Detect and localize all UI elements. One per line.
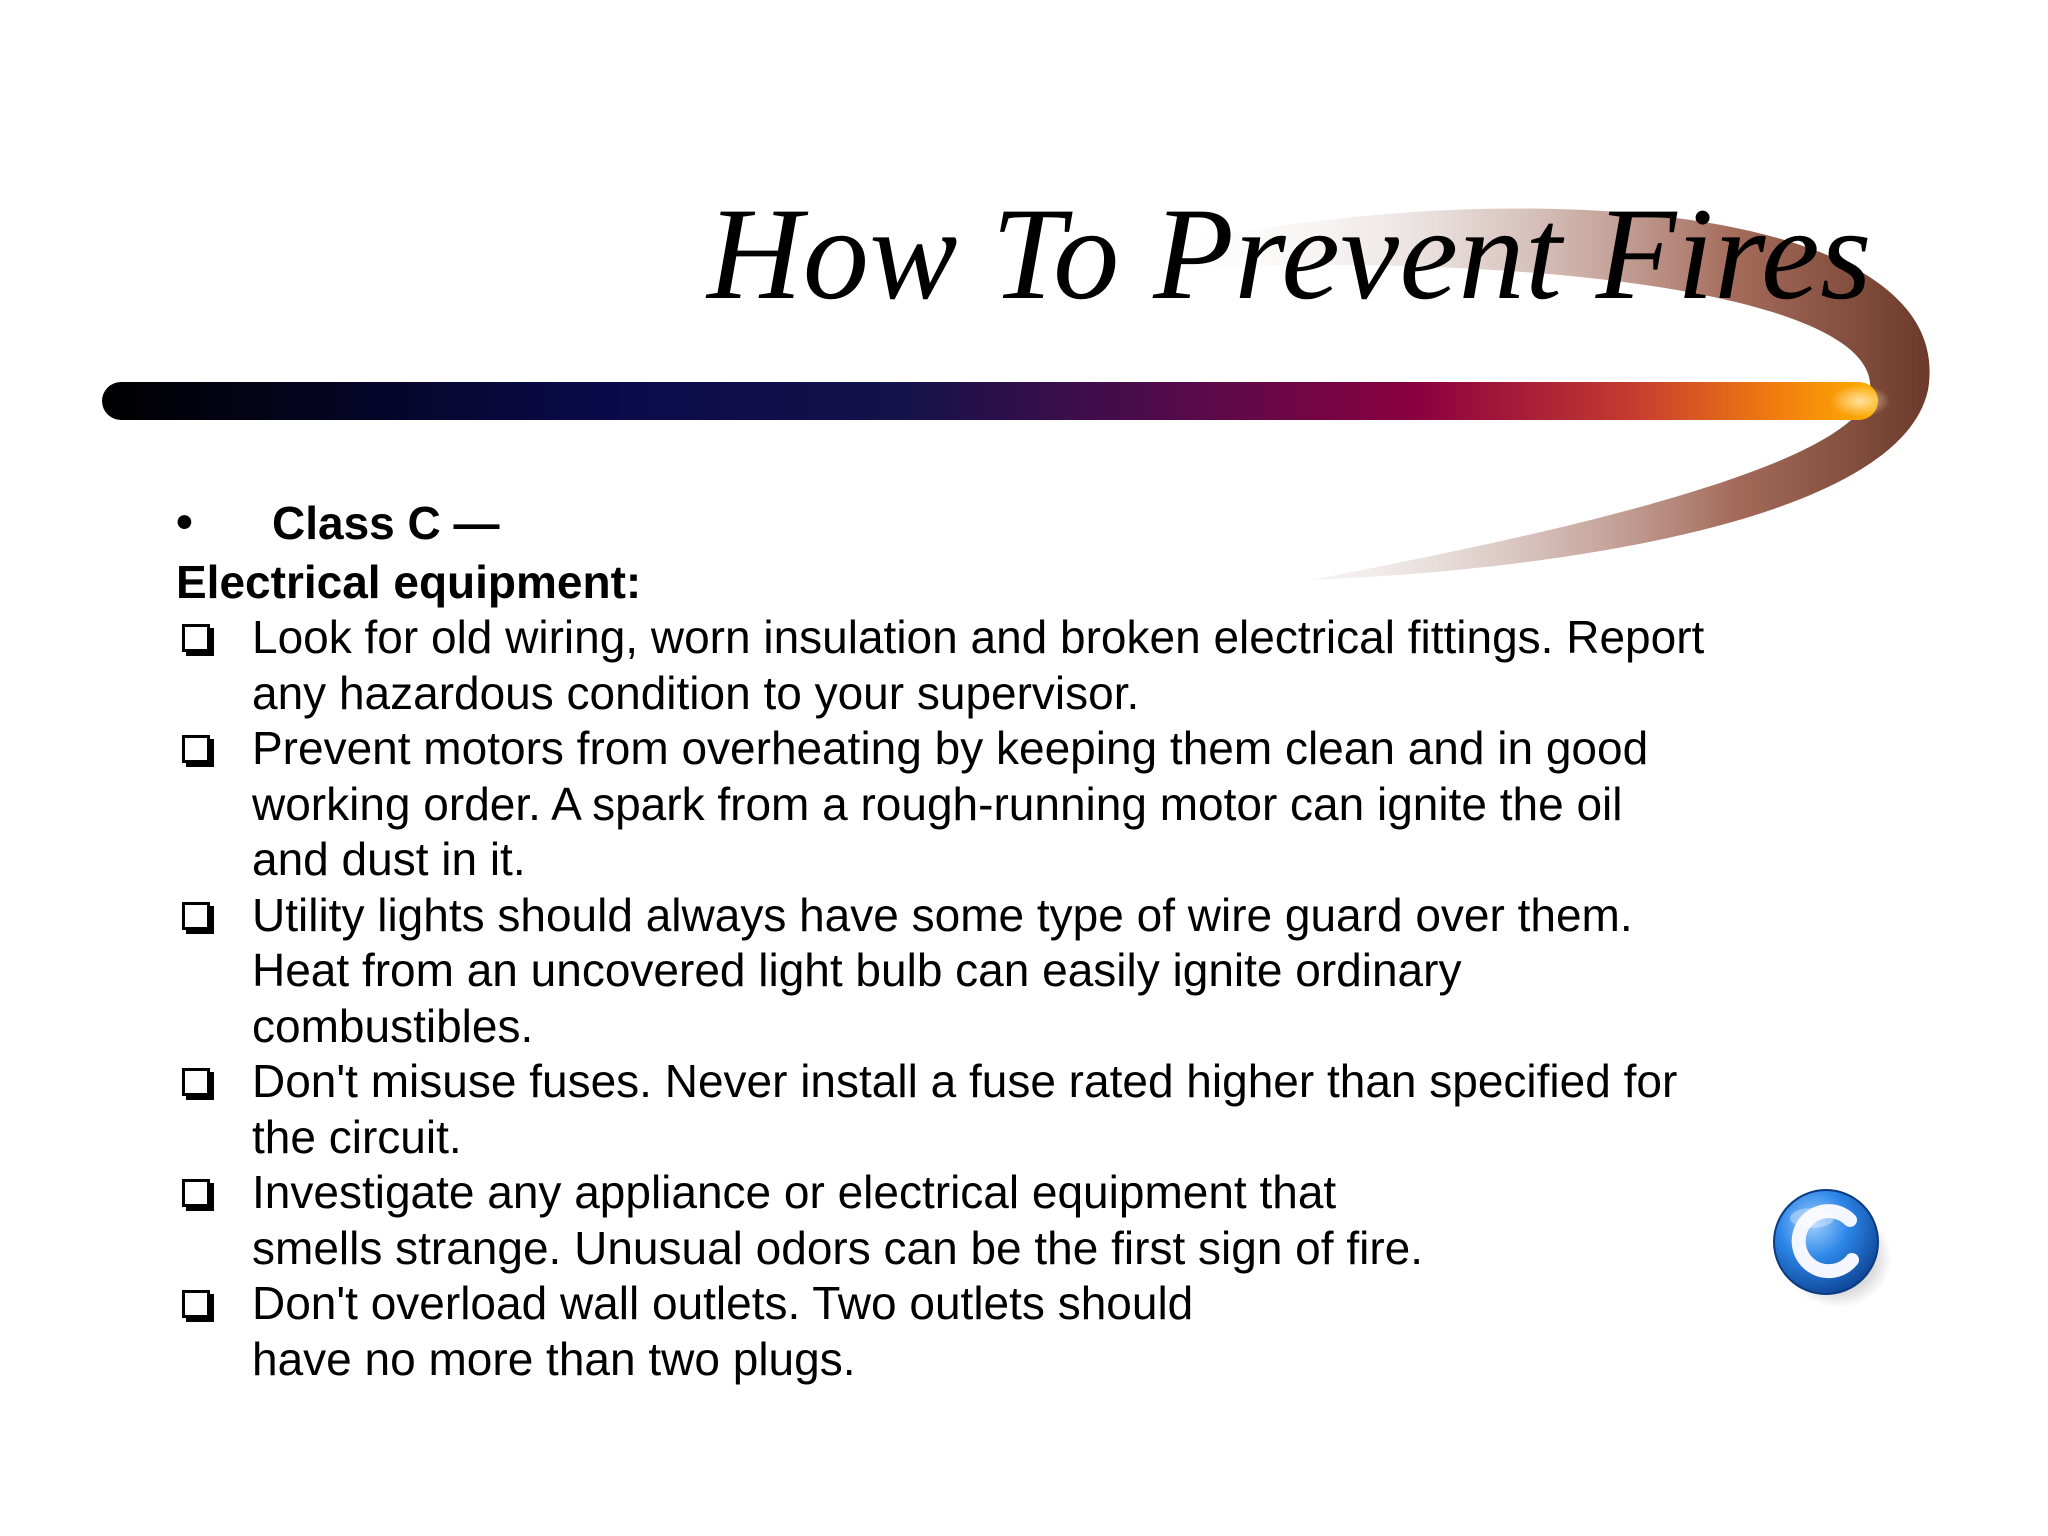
list-item (176, 1276, 1896, 1387)
list-item-line: any hazardous condition to your supervisor. (252, 666, 1140, 719)
list-item-line: Don't misuse fuses. Never install a fuse rated higher than specified for (252, 1055, 1678, 1107)
list-item-line: Investigate any appliance or electrical equipment that (252, 1166, 1337, 1218)
circular-arrow-c-icon (1762, 1178, 1894, 1310)
list-item-line: Prevent motors from overheating by keeping them clean and in good (252, 722, 1649, 774)
list-item-line: and dust in it. (252, 833, 526, 885)
list-item (176, 1054, 1896, 1165)
list-item-line: working order. A spark from a rough-running motor can ignite the oil (252, 777, 1623, 830)
horizontal-gradient-bar (102, 382, 1878, 420)
checkbox-bullet-icon (182, 624, 210, 652)
slide-title: How To Prevent Fires (707, 180, 1872, 327)
list-item-line: smells strange. Unusual odors can be the first sign of fire. (252, 1221, 1424, 1274)
checkbox-bullet-icon (182, 735, 210, 763)
list-item-line: combustibles. (252, 999, 534, 1052)
list-item-line: have no more than two plugs. (252, 1332, 856, 1385)
section-heading: Electrical equipment: (176, 556, 642, 608)
class-c-label: Class C — (272, 497, 500, 549)
list-item-line: the circuit. (252, 1110, 462, 1163)
list-item-line: Utility lights should always have some type of wire guard over them. (252, 888, 1633, 941)
list-item-line: Heat from an uncovered light bulb can easily ignite ordinary (252, 944, 1462, 996)
checkbox-bullet-icon (182, 1068, 210, 1096)
list-item-line: Don't overload wall outlets. Two outlets should (252, 1277, 1194, 1329)
list-item (176, 610, 1896, 721)
slide-content (176, 492, 1896, 1387)
list-item-line: Look for old wiring, worn insulation and broken electrical fittings. Report (252, 611, 1705, 663)
bullet-dot-icon: • (176, 496, 193, 549)
return-nav-button[interactable] (1762, 1178, 1894, 1310)
tips-list (176, 610, 1896, 1387)
list-item (176, 721, 1896, 888)
class-c-bullet-line (176, 492, 1896, 554)
list-item (176, 1165, 1896, 1276)
checkbox-bullet-icon (182, 902, 210, 930)
checkbox-bullet-icon (182, 1179, 210, 1207)
checkbox-bullet-icon (182, 1290, 210, 1318)
list-item (176, 888, 1896, 1055)
